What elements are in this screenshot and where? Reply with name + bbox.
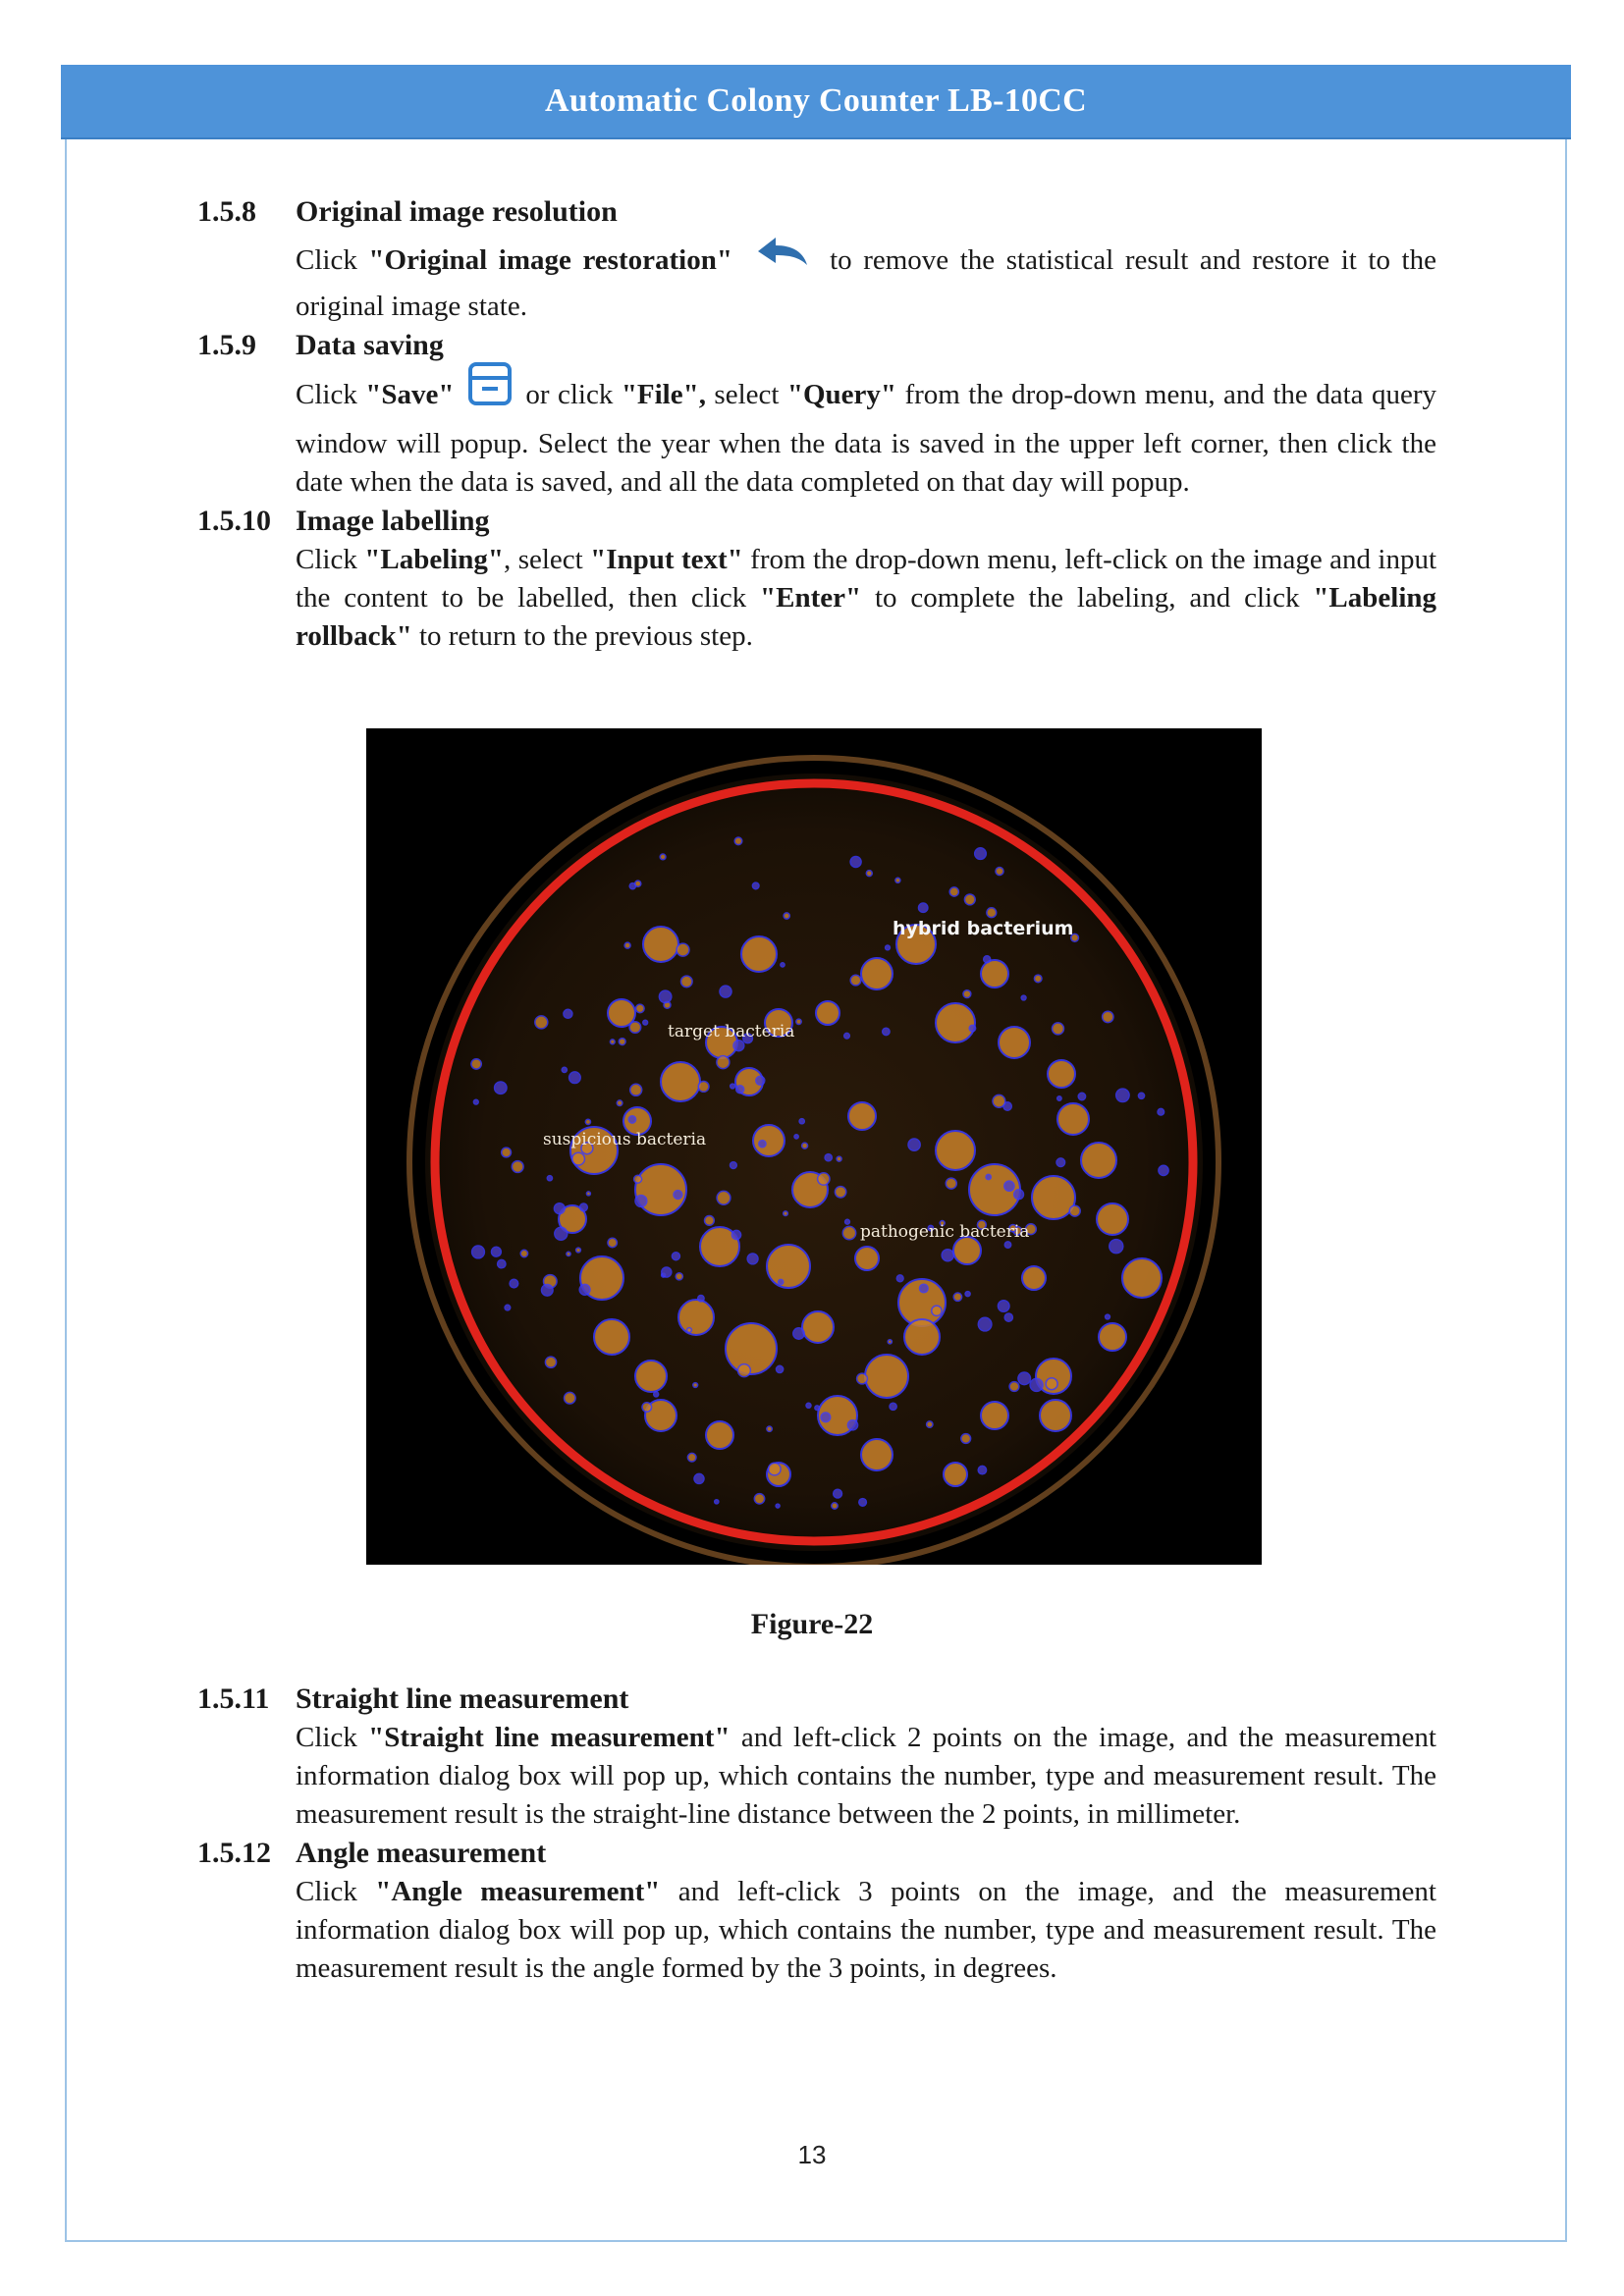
colony-small (535, 1016, 548, 1029)
header-title: Automatic Colony Counter LB-10CC (544, 82, 1088, 119)
colony-small (731, 1162, 737, 1169)
colony-small (890, 1403, 896, 1410)
colony-small (1053, 1023, 1064, 1035)
colony-small (895, 878, 900, 882)
colony-small (842, 1226, 855, 1239)
colony-small (1014, 1190, 1024, 1200)
colony-small (834, 1489, 842, 1498)
text-run: or click (525, 379, 622, 411)
colony-small (715, 1500, 719, 1504)
text-run: to return to the previous step. (411, 620, 753, 652)
text-run: , select (504, 544, 591, 575)
colony-small (1004, 1313, 1012, 1321)
colony-small (492, 1247, 502, 1256)
colony-small (705, 1216, 715, 1226)
colony-small (825, 1154, 832, 1161)
colony-small (1103, 1011, 1113, 1022)
colony-small (767, 1426, 772, 1431)
colony-large (1081, 1143, 1116, 1178)
bold-term: "Enter" (760, 582, 862, 614)
colony-small (471, 1059, 481, 1069)
bold-term: "Straight line measurement" (368, 1722, 731, 1753)
colony-small (793, 1328, 804, 1339)
colony-small (731, 1084, 735, 1089)
colony-small (932, 1306, 942, 1315)
colony-large (678, 1300, 714, 1335)
colony-small (996, 868, 1003, 876)
colony-small (949, 887, 958, 896)
colony-small (975, 848, 987, 860)
colony-small (984, 956, 991, 963)
colony-small (1004, 1181, 1014, 1191)
colony-small (617, 1100, 623, 1106)
colony-small (963, 990, 971, 998)
colony-small (1009, 1382, 1019, 1392)
colony-small (802, 1143, 808, 1148)
section-title: Angle measurement (296, 1837, 547, 1869)
colony-small (687, 1453, 696, 1462)
colony-small (821, 1413, 831, 1422)
colony-small (920, 1284, 929, 1293)
colony-small (736, 1086, 744, 1094)
colony-large (661, 1062, 700, 1101)
colony-small (619, 1039, 625, 1045)
colony-small (717, 1191, 731, 1204)
colony-small (512, 1161, 523, 1173)
paragraph-1-5-10 (296, 541, 1436, 656)
colony-large (1022, 1266, 1046, 1290)
text-run: and left-click 3 points on the image, and the measurement information dialog box will pop up, which contains the number, type and measurement result. The measurement result is the angle formed by the 3 points, in degrees. (296, 1876, 1436, 1984)
colony-small (756, 1076, 765, 1085)
colony-small (734, 837, 742, 845)
section-number: 1.5.10 (197, 505, 271, 537)
figure-22-image (366, 728, 1262, 1565)
colony-small (784, 1211, 788, 1216)
bold-term: "Angle measurement" (375, 1876, 661, 1907)
colony-small (554, 1203, 565, 1214)
page-number: 13 (797, 2140, 827, 2169)
colony-large (1040, 1400, 1071, 1431)
paragraph-1-5-8 (296, 238, 1436, 326)
section-title: Data saving (296, 329, 444, 361)
colony-small (565, 1392, 576, 1404)
text-run: from the drop-down menu, left-click on the image and input the content to be labelled, then click (296, 544, 1437, 614)
section-title: Straight line measurement (296, 1682, 629, 1715)
colony-small (794, 1135, 798, 1139)
bold-term: "Query" (786, 379, 897, 411)
colony-small (815, 1406, 820, 1411)
colony-small (629, 1022, 641, 1034)
colony-small (555, 1227, 568, 1240)
colony-small (1110, 1240, 1123, 1254)
colony-small (586, 1192, 590, 1196)
colony-small (737, 1364, 750, 1377)
colony-small (781, 963, 785, 967)
colony-small (908, 1139, 920, 1150)
colony-small (505, 1305, 511, 1310)
colony-large (981, 960, 1008, 988)
colony-small (752, 882, 759, 889)
colony-small (799, 1119, 804, 1124)
colony-small (694, 1473, 704, 1483)
colony-small (630, 1084, 642, 1095)
colony-small (687, 1328, 692, 1333)
colony-small (1069, 1205, 1080, 1216)
colony-small (628, 1116, 635, 1123)
colony-small (754, 1494, 764, 1504)
colony-small (662, 1267, 672, 1277)
colony-large (726, 1323, 777, 1374)
colony-small (693, 1383, 698, 1388)
colony-large (861, 1439, 893, 1470)
colony-small (946, 1178, 956, 1189)
colony-small (585, 1119, 590, 1124)
colony-large (753, 1125, 785, 1156)
colony-small (986, 1174, 991, 1179)
colony-large (643, 927, 678, 962)
colony-small (837, 1156, 841, 1161)
colony-small (567, 1252, 570, 1255)
colony-small (953, 1293, 961, 1301)
colony-small (886, 945, 891, 950)
colony-small (1078, 1093, 1085, 1099)
colony-small (998, 1301, 1009, 1312)
text-run: and left-click 2 points on the image, and the measurement information dialog box will pop up, which contains the number, type and measurement result. The measurement result is the straight-line distance between the 2 points, in millimeter. (296, 1722, 1436, 1830)
bold-term: "Labeling rollback" (296, 582, 1436, 652)
colony-small (784, 913, 789, 919)
colony-small (654, 1392, 659, 1397)
colony-small (776, 1504, 780, 1508)
colony-small (1018, 1372, 1031, 1385)
colony-small (681, 976, 693, 988)
colony-small (964, 894, 975, 905)
colony-small (942, 1250, 953, 1261)
colony-small (896, 1275, 903, 1282)
colony-small (698, 1082, 709, 1093)
colony-small (777, 1365, 784, 1372)
colony-small (580, 1203, 588, 1211)
colony-small (847, 1420, 857, 1430)
colony-small (969, 1025, 975, 1031)
colony-small (660, 854, 666, 860)
text-run: Click (296, 544, 365, 575)
colony-small (731, 1230, 740, 1239)
colony-small (629, 883, 635, 889)
colony-small (769, 1463, 782, 1475)
colony-small (1004, 1242, 1010, 1248)
colony-small (1057, 1096, 1061, 1100)
colony-large (1057, 1103, 1089, 1135)
colony-small (759, 1141, 766, 1148)
colony-small (1159, 1165, 1168, 1175)
bold-term: "Labeling" (364, 544, 505, 575)
text-run: Click (296, 244, 369, 277)
section-title: Original image resolution (296, 195, 618, 228)
colony-small (676, 1273, 682, 1280)
section-title: Image labelling (296, 505, 490, 537)
colony-small (1138, 1093, 1144, 1098)
colony-small (1158, 1108, 1164, 1115)
colony-small (927, 1421, 933, 1427)
bold-term: "Input text" (590, 544, 743, 575)
label-target-bacteria: target bacteria (668, 1022, 795, 1041)
colony-small (564, 1009, 572, 1018)
colony-small (1030, 1378, 1043, 1391)
colony-small (832, 1503, 838, 1509)
paragraph-1-5-12 (296, 1873, 1436, 1988)
colony-small (572, 1152, 585, 1165)
colony-small (635, 1196, 647, 1207)
text-run: to remove the statistical result and restore it to the original image state. (296, 244, 1436, 322)
colony-small (473, 1099, 478, 1104)
colony-small (569, 1072, 581, 1084)
text-run: from the drop-down menu, and the data query window will popup. Select the year when the data is saved in the upper left corner, then click the date when the data is saved, and all the data completed on that day will popup. (296, 379, 1436, 498)
colony-small (850, 857, 861, 868)
colony-small (510, 1279, 518, 1288)
text-run: Click (296, 1876, 376, 1907)
colony-small (547, 1176, 552, 1181)
colony-large (936, 1003, 975, 1042)
colony-small (659, 990, 671, 1002)
colony-large (936, 1131, 975, 1170)
colony-small (806, 1403, 811, 1408)
colony-large (594, 1319, 629, 1355)
petri-dish-svg (366, 728, 1262, 1565)
colony-small (866, 871, 872, 877)
bold-term: "File", (621, 379, 706, 411)
colony-small (859, 1499, 867, 1507)
colony-large (767, 1245, 810, 1288)
content-bottom (197, 1680, 1436, 1988)
colony-small (779, 1279, 784, 1284)
colony-small (883, 1028, 890, 1035)
colony-large (1048, 1060, 1075, 1088)
colony-small (642, 1403, 652, 1413)
colony-large (816, 1001, 839, 1025)
colony-small (576, 1248, 581, 1253)
colony-small (643, 1020, 648, 1025)
paragraph-1-5-11 (296, 1719, 1436, 1834)
colony-small (965, 1292, 970, 1297)
colony-small (502, 1148, 512, 1157)
bold-term: "Save" (365, 379, 455, 411)
colony-small (624, 942, 630, 948)
section-number: 1.5.8 (197, 195, 256, 228)
colony-small (672, 1253, 679, 1260)
section-heading-1-5-9 (197, 326, 1436, 365)
colony-small (919, 903, 928, 912)
colony-small (796, 1019, 801, 1024)
undo-arrow-icon (752, 232, 811, 282)
figure-caption: Figure-22 (750, 1608, 874, 1640)
text-run: to complete the labeling, and click (861, 582, 1314, 614)
colony-small (674, 1191, 682, 1200)
section-number: 1.5.9 (197, 329, 256, 361)
colony-small (608, 1238, 617, 1247)
colony-large (904, 1319, 940, 1355)
colony-small (498, 1259, 506, 1267)
section-number: 1.5.12 (197, 1837, 271, 1869)
colony-large (981, 1402, 1008, 1429)
colony-small (845, 1219, 850, 1224)
section-heading-1-5-12 (197, 1834, 1436, 1873)
colony-small (579, 1284, 590, 1295)
colony-small (545, 1357, 556, 1367)
section-number: 1.5.11 (197, 1682, 270, 1715)
colony-small (1106, 1314, 1110, 1319)
paragraph-1-5-9 (296, 369, 1436, 502)
colony-small (978, 1317, 992, 1331)
colony-small (610, 1040, 615, 1044)
colony-small (818, 1173, 830, 1185)
colony-small (1034, 975, 1042, 983)
colony-large (944, 1463, 967, 1486)
colony-large (861, 958, 893, 989)
section-heading-1-5-10 (197, 502, 1436, 541)
colony-small (850, 975, 861, 986)
content-top (197, 192, 1436, 656)
colony-small (844, 1033, 850, 1039)
bold-term: "Original image restoration" (368, 244, 732, 277)
colony-small (542, 1285, 554, 1297)
colony-large (706, 1421, 733, 1449)
colony-small (562, 1067, 567, 1072)
colony-large (802, 1311, 834, 1343)
colony-small (636, 1004, 645, 1013)
colony-small (987, 908, 997, 918)
colony-small (747, 1254, 758, 1264)
colony-small (857, 1373, 868, 1384)
colony-small (698, 1296, 704, 1302)
header-bar (61, 65, 1571, 139)
colony-small (634, 1175, 642, 1183)
colony-small (993, 1095, 1005, 1107)
colony-large (1032, 1176, 1075, 1219)
section-heading-1-5-11 (197, 1680, 1436, 1719)
colony-small (733, 1041, 744, 1051)
text-run: select (705, 379, 787, 411)
colony-small (835, 1187, 845, 1198)
colony-small (961, 1434, 971, 1444)
colony-small (978, 1466, 986, 1473)
colony-small (1021, 995, 1026, 1000)
colony-small (1116, 1089, 1129, 1101)
colony-small (472, 1246, 485, 1258)
colony-large (865, 1355, 908, 1398)
label-suspicious-bacteria: suspicious bacteria (543, 1130, 707, 1149)
colony-large (1099, 1323, 1126, 1351)
colony-small (677, 943, 689, 956)
section-heading-1-5-8 (197, 192, 1436, 232)
text-run: Click (296, 379, 366, 411)
text-run: Click (296, 1722, 369, 1753)
colony-small (717, 1056, 730, 1069)
save-icon (466, 361, 514, 417)
colony-large (999, 1027, 1030, 1058)
colony-small (495, 1082, 507, 1094)
label-hybrid-bacterium: hybrid bacterium (893, 918, 1074, 939)
colony-large (848, 1102, 876, 1130)
colony-small (1046, 1378, 1057, 1390)
colony-small (720, 986, 731, 997)
colony-small (520, 1250, 527, 1256)
colony-large (1122, 1258, 1162, 1298)
colony-small (1056, 1158, 1065, 1167)
label-pathogenic-bacteria: pathogenic bacteria (860, 1222, 1030, 1242)
colony-large (1097, 1203, 1128, 1235)
colony-large (741, 936, 777, 972)
colony-large (855, 1247, 879, 1270)
colony-large (635, 1361, 667, 1392)
colony-small (888, 1340, 892, 1344)
